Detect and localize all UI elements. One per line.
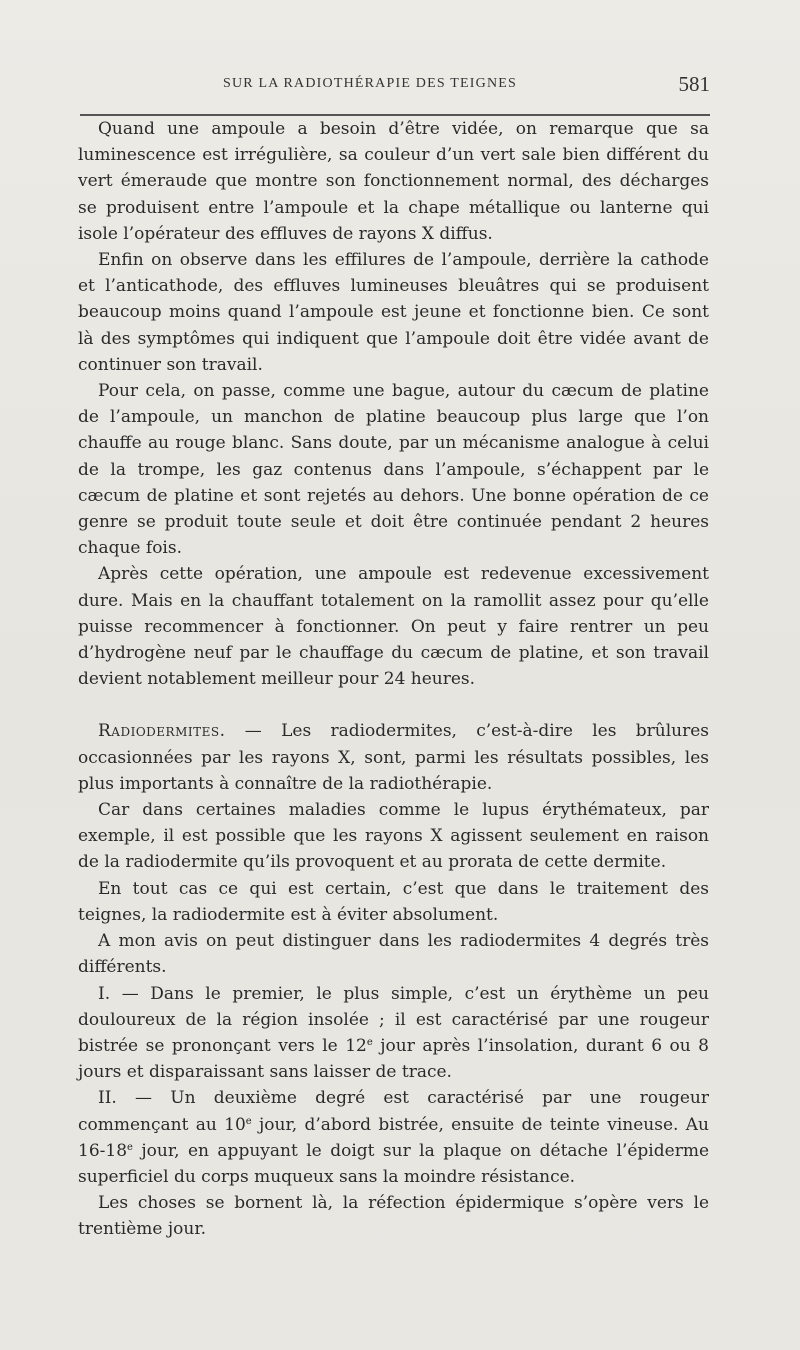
paragraph: Enfin on observe dans les effilures de l’ampoule, derrière la cathode et l’anticathode, des effluves lumineuses bleuâtres qui se produisent beaucoup moins quand l’ampoule est jeune et fonctionne bien. Ce sont là des symptômes qui indiquent que l’ampoule doit être vidée avant de continuer son travail. — [78, 250, 709, 375]
section-heading: Radiodermites. — [98, 721, 226, 742]
section-intro — [78, 718, 709, 797]
paragraph: Après cette opération, une ampoule est redevenue excessivement dure. Mais en la chauffant totalement on la ramollit assez pour qu’elle puisse recommencer à fonctionner. On peut y faire rentrer un peu d’hydrogène neuf par le chauffage du cæcum de platine, et son travail devient notablement meilleur pour 24 heures. — [78, 564, 709, 690]
degree-one-text-b: jour après l’insolation, durant 6 ou 8 jours et disparaissant sans laisser de trace. — [78, 1035, 709, 1083]
closing-paragraph: Les choses se bornent là, la réfection épidermique s’opère vers le trentième jour. — [78, 1193, 709, 1240]
paragraph: En tout cas ce qui est certain, c’est que dans le traitement des teignes, la radiodermite est à éviter absolument. — [78, 878, 709, 925]
degree-two-text-c: jour, en appuyant le doigt sur la plaque on détache l’épiderme superficiel du corps muqueux sans la moindre résistance. — [78, 1140, 709, 1187]
paragraph: Quand une ampoule a besoin d’être vidée, on remarque que sa luminescence est irrégulière, sa couleur d’un vert sale bien différent du vert émeraude que montre son fonctionnement normal, des décharges se produisent entre l’ampoule et la chape métallique ou lanterne qui isole l’opérateur des effluves de rayons X diffus. — [78, 119, 709, 244]
superscript: e — [366, 1036, 373, 1048]
body-text — [78, 116, 709, 1243]
degree-one-paragraph — [78, 981, 709, 1086]
running-title: SUR LA RADIOTHÉRAPIE DES TEIGNES — [222, 76, 518, 91]
running-header — [90, 72, 710, 100]
paragraph: Car dans certaines maladies comme le lupus érythémateux, par exemple, il est possible que les rayons X agissent seulement en raison de la radiodermite qu’ils provoquent et au prorata de cette dermite. — [78, 800, 709, 873]
section-intro-text: — Les radiodermites, c’est-à-dire les brûlures occasionnées par les rayons X, sont, parmi les résultats possibles, les plus importants à connaître de la radiothérapie. — [78, 721, 709, 794]
degree-two-text-b: jour, d’abord bistrée, ensuite de teinte vineuse. Au 16-18 — [78, 1114, 709, 1161]
superscript: e — [245, 1115, 252, 1127]
paragraph: A mon avis on peut distinguer dans les radiodermites 4 degrés très différents. — [78, 931, 709, 978]
degree-one-text-a: I. — Dans le premier, le plus simple, c’est un érythème un peu douloureux de la région insolée ; il est caractérisé par une rougeur bistrée se prononçant vers le 12 — [78, 983, 709, 1056]
page-number: 581 — [678, 72, 710, 96]
paragraph: Pour cela, on passe, comme une bague, autour du cæcum de platine de l’ampoule, un manchon de platine beaucoup plus large que l’on chauffe au rouge blanc. Sans doute, par un mécanisme analogue à celui de la trompe, les gaz contenus dans l’ampoule, s’échappent par le cæcum de platine et sont rejetés au dehors. Une bonne opération de ce genre se produit toute seule et doit être continuée pendant 2 heures chaque fois. — [78, 381, 709, 559]
superscript: e — [127, 1141, 133, 1153]
degree-two-text-a: II. — Un deuxième degré est caractérisé par une rougeur commençant au 10 — [78, 1088, 709, 1135]
degree-two-paragraph — [78, 1085, 709, 1190]
